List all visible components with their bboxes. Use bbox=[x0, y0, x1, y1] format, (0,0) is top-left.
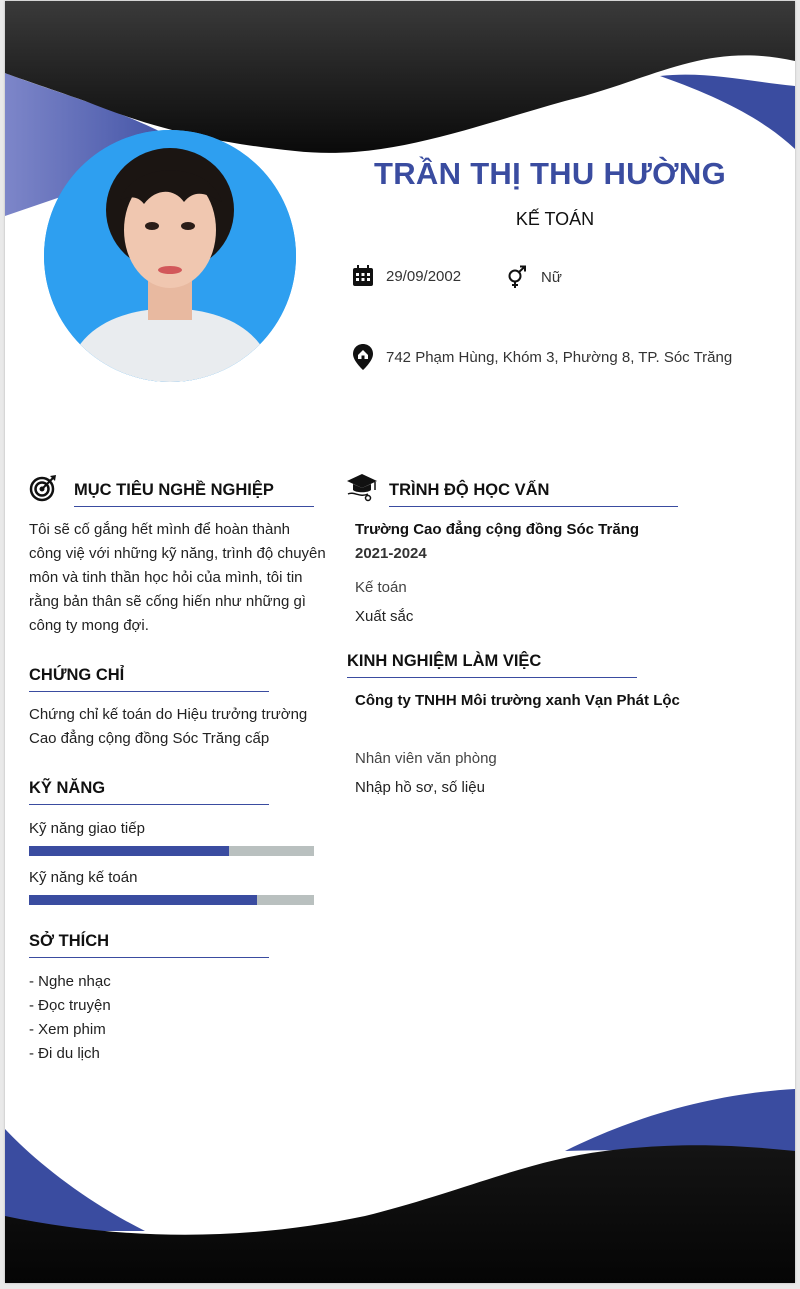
skill-label: Kỹ năng giao tiếp bbox=[29, 820, 145, 837]
hobbies-rule bbox=[29, 957, 269, 958]
hobby-item: - Nghe nhạc bbox=[29, 973, 111, 990]
skill-bar-fill bbox=[29, 895, 257, 905]
career-goal-line: Tôi sẽ cố gắng hết mình để hoàn thành bbox=[29, 521, 291, 538]
hobby-item: - Đi du lịch bbox=[29, 1045, 100, 1062]
certificates-heading: CHỨNG CHỈ bbox=[29, 666, 125, 684]
experience-company: Công ty TNHH Môi trường xanh Vạn Phát Lộc bbox=[355, 692, 680, 709]
graduation-cap-icon bbox=[346, 472, 378, 502]
cv-page bbox=[5, 1, 795, 1283]
skills-rule bbox=[29, 804, 269, 805]
education-heading: TRÌNH ĐỘ HỌC VẤN bbox=[389, 481, 550, 499]
certificate-line: Cao đẳng cộng đồng Sóc Trăng cấp bbox=[29, 730, 270, 747]
skill-bar bbox=[29, 895, 314, 905]
education-major: Kế toán bbox=[355, 579, 407, 596]
calendar-icon bbox=[352, 265, 374, 287]
job-title: KẾ TOÁN bbox=[515, 209, 595, 229]
address-text: 742 Phạm Hùng, Khóm 3, Phường 8, TP. Sóc Trăng bbox=[386, 348, 733, 366]
skill-bar bbox=[29, 846, 314, 856]
skill-bar-fill bbox=[29, 846, 229, 856]
career-goal-line: môn và tinh thần học hỏi của mình, tôi tin bbox=[29, 569, 303, 586]
experience-heading: KINH NGHIỆM LÀM VIỆC bbox=[347, 652, 542, 670]
target-icon bbox=[29, 474, 57, 502]
gender-text: Nữ bbox=[541, 268, 562, 286]
career-goal-text bbox=[29, 518, 329, 638]
education-years: 2021-2024 bbox=[355, 545, 427, 562]
birthdate-text: 29/09/2002 bbox=[386, 267, 462, 285]
candidate-name: TRẦN THỊ THU HƯỜNG bbox=[373, 156, 727, 191]
hobbies-heading: SỞ THÍCH bbox=[29, 932, 110, 950]
profile-photo bbox=[44, 130, 296, 382]
career-goal-line: công ty mong đợi. bbox=[29, 617, 149, 634]
hobbies-list bbox=[29, 970, 229, 1066]
skills-heading: KỸ NĂNG bbox=[29, 779, 106, 797]
hobby-item: - Xem phim bbox=[29, 1021, 106, 1038]
career-goal-line: rằng bản thân sẽ cống hiến như những gì bbox=[29, 593, 306, 610]
hobby-item: - Đọc truyện bbox=[29, 997, 111, 1014]
experience-task: Nhập hồ sơ, số liệu bbox=[355, 779, 485, 796]
gender-row bbox=[505, 265, 562, 289]
gender-icon bbox=[505, 265, 529, 289]
career-goal-rule bbox=[74, 506, 314, 507]
certificates-rule bbox=[29, 691, 269, 692]
certificate-line: Chứng chỉ kế toán do Hiệu trưởng trường bbox=[29, 706, 308, 723]
career-goal-line: công việ với những kỹ năng, trình độ chuyên bbox=[29, 545, 326, 562]
education-rule bbox=[389, 506, 678, 507]
experience-rule bbox=[347, 677, 637, 678]
education-grade: Xuất sắc bbox=[355, 608, 414, 625]
education-school: Trường Cao đẳng cộng đồng Sóc Trăng bbox=[355, 521, 640, 538]
address-row bbox=[352, 343, 732, 371]
career-goal-heading: MỤC TIÊU NGHỀ NGHIỆP bbox=[74, 481, 274, 499]
location-pin-icon bbox=[352, 343, 374, 371]
birthdate-row bbox=[352, 265, 461, 287]
certificates-text bbox=[29, 703, 329, 751]
skill-label: Kỹ năng kế toán bbox=[29, 869, 138, 886]
experience-position: Nhân viên văn phòng bbox=[355, 750, 497, 767]
